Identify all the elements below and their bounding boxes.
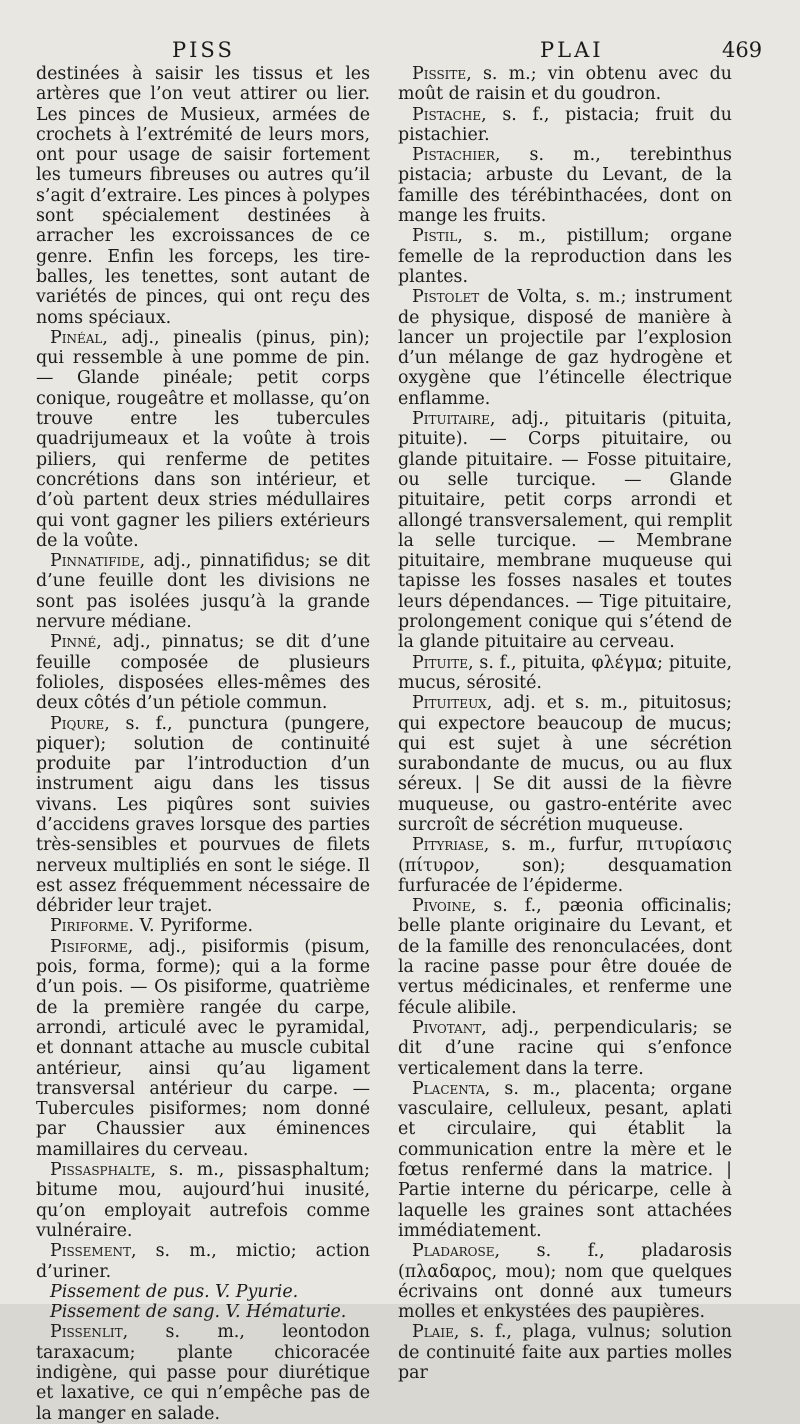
dictionary-entry xyxy=(36,328,370,551)
entry-text: Pissement de sang. V. Hématurie. xyxy=(50,1302,347,1323)
entry-text: , s. m., furfur, πιτυρίασις (πίτυρον, son); desquamation furfuracée de l’épiderme. xyxy=(398,835,732,896)
entry-text: , s. f., pladarosis (πλαδαρος, mou); nom que quelques écrivains ont donné aux tumeurs molles et enkystées des paupières. xyxy=(398,1241,732,1323)
entry-headword: Piriforme xyxy=(50,916,129,937)
entry-text: , s. f., pistacia; fruit du pistachier. xyxy=(398,104,732,145)
entry-text: , adj., pinnatus; se dit d’une feuille composée de plusieurs folioles, disposées elles-mêmes des deux côtés d’un pétiole commun. xyxy=(36,632,370,714)
dictionary-entry xyxy=(398,1241,732,1322)
entry-headword: Plaie xyxy=(412,1322,454,1343)
entry-headword: Piqure xyxy=(50,713,105,734)
entry-headword: Pistachier xyxy=(412,145,495,166)
dictionary-entry xyxy=(398,287,732,409)
dictionary-entry xyxy=(398,835,732,896)
entry-headword: Pissasphalte xyxy=(50,1160,151,1181)
entry-text: , adj., pinnatifidus; se dit d’une feuille dont les divisions ne sont pas isolées jusqu’à la grande nervure médiane. xyxy=(36,551,370,633)
page-number: 469 xyxy=(722,38,763,62)
entry-headword: Pisiforme xyxy=(50,936,128,957)
left-running-head: PISS xyxy=(172,38,235,62)
dictionary-entry xyxy=(398,1018,732,1079)
dictionary-entry xyxy=(398,1079,732,1241)
entry-text: , adj., perpendicularis; se dit d’une racine qui s’enfonce verticalement dans la terre. xyxy=(398,1017,732,1079)
entry-text: , adj., pinealis (pinus, pin); qui ressemble à une pomme de pin. — Glande pinéale; petit corps conique, rougeâtre et mollasse, qu’on trouve entre les tubercules quadrijumeaux et la voûte à trois piliers, qui renferme de petites concrétions dans son intérieur, et d’où partent deux stries médullaires qui vont gagner les piliers extérieurs de la voûte. xyxy=(36,327,370,551)
entry-text: , s. f., pituita, φλέγμα; pituite, mucus, sérosité. xyxy=(398,652,732,693)
entry-headword: Pityriase xyxy=(412,835,484,856)
dictionary-entry xyxy=(398,64,732,105)
entry-headword: Pinnatifide xyxy=(50,551,140,572)
entry-headword: Pituite xyxy=(412,652,469,673)
dictionary-entry xyxy=(36,937,370,1160)
dictionary-entry xyxy=(398,409,732,653)
entry-text: , adj., pituitaris (pituita, pituite). — Corps pituitaire, ou glande pituitaire. — Fosse pituitaire, ou selle turcique. — Glande pituitaire, petit corps arrondi et allongé transversalement, qui remplit la selle turcique. — Membrane pituitaire, membrane muqueuse qui tapisse les fosses nasales et toutes leurs dépendances. — Tige pituitaire, prolongement conique qui s’étend de la glande pituitaire au cerveau. xyxy=(398,409,732,653)
entry-headword: Pivotant xyxy=(412,1017,482,1038)
entry-text: de Volta, s. m.; instrument de physique, disposé de manière à lancer un projectile par l’explosion d’un mélange de gaz hydrogène et oxygène que l’étincelle électrique enflamme. xyxy=(398,287,732,409)
entry-headword: Pivoine xyxy=(412,896,471,917)
dictionary-entry xyxy=(36,1160,370,1241)
dictionary-entry xyxy=(398,1322,732,1383)
dictionary-entry xyxy=(36,1241,370,1282)
entry-headword: Pistil xyxy=(412,226,458,247)
dictionary-entry xyxy=(398,693,732,835)
entry-text: , s. f., plaga, vulnus; solution de continuité faite aux parties molles par xyxy=(398,1322,732,1383)
continued-paragraph xyxy=(36,64,370,328)
entry-text: . V. Pyriforme. xyxy=(128,916,254,937)
entry-text: , s. m., pissasphaltum; bitume mou, aujourd’hui inusité, qu’on employait autrefois comme vulnéraire. xyxy=(36,1160,370,1241)
entry-headword: Pladarose xyxy=(412,1241,495,1262)
entry-text: , adj. et s. m., pituitosus; qui expectore beaucoup de mucus; qui est sujet à une sécrétion surabondante de mucus, ou au flux séreux. | Se dit aussi de la fièvre muqueuse, ou gastro-entérite avec surcroît de sécrétion muqueuse. xyxy=(398,693,732,835)
entry-text: , adj., pisiformis (pisum, pois, forma, forme); qui a la forme d’un pois. — Os pisiforme, quatrième de la première rangée du carpe, arrondi, articulé avec le pyramidal, et donnant attache au muscle cubital antérieur, ainsi qu’au ligament transversal antérieur du carpe. — Tubercules pisiformes; nom donné par Chaussier aux éminences mamillaires du cerveau. xyxy=(36,936,370,1160)
entry-headword: Pissenlit xyxy=(50,1322,123,1343)
dictionary-entry xyxy=(398,226,732,287)
entry-text: , s. m., mictio; action d’uriner. xyxy=(36,1241,370,1282)
dictionary-entry xyxy=(398,896,732,1018)
entry-headword: Pituitaire xyxy=(412,409,490,430)
dictionary-entry xyxy=(36,1322,370,1423)
entry-text: , s. m., placenta; organe vasculaire, celluleux, pesant, aplati et circulaire, qui établit la communication entre la mère et le fœtus renfermé dans la matrice. | Partie interne du péricarpe, celle à laquelle les graines sont attachées immédiatement. xyxy=(398,1078,732,1241)
dictionary-entry xyxy=(398,145,732,226)
entry-headword: Pituiteux xyxy=(412,693,487,714)
entry-text: Pissement de pus. V. Pyurie. xyxy=(50,1281,299,1302)
entry-headword: Pinéal xyxy=(50,327,103,348)
entry-text: , s. f., pæonia officinalis; belle plante originaire du Levant, et de la famille des renonculacées, dont la racine passe pour être douée de vertus médicinales, et renferme une fécule alibile. xyxy=(398,896,732,1018)
entry-text: , s. f., punctura (pungere, piquer); solution de continuité produite par l’introduction d’un instrument aigu dans les tissus vivans. Les piqûres sont suivies d’accidens graves lorsque des parties très-sensibles et pourvues de filets nerveux multipliés en sont le siége. Il est assez fréquemment nécessaire de débrider leur trajet. xyxy=(36,713,370,917)
entry-text: destinées à saisir les tissus et les artères que l’on veut attirer ou lier. Les pinces de Musieux, armées de crochets à l’extrémité de leurs mors, ont pour usage de saisir fortement les tumeurs fibreuses ou autres qu’il s’agit d’extraire. Les pinces à polypes sont spécialement destinées à arracher les excroissances de ce genre. Enfin les forceps, les tire-balles, les tenettes, sont autant de variétés de pinces, qui ont reçu des noms spéciaux. xyxy=(36,64,370,328)
right-running-head: PLAI xyxy=(540,38,604,62)
dictionary-entry xyxy=(36,632,370,713)
entry-headword: Placenta xyxy=(412,1078,485,1099)
sub-entry xyxy=(36,1282,370,1302)
right-column xyxy=(398,64,732,1383)
dictionary-entry xyxy=(36,551,370,632)
entry-text: , s. m.; vin obtenu avec du moût de raisin et du goudron. xyxy=(398,64,732,105)
dictionary-entry xyxy=(398,653,732,694)
entry-headword: Pissement xyxy=(50,1241,131,1262)
sub-entry xyxy=(36,1302,370,1322)
left-column xyxy=(36,64,370,1424)
entry-text: , s. m., pistillum; organe femelle de la reproduction dans les plantes. xyxy=(398,226,732,287)
dictionary-entry xyxy=(398,105,732,146)
dictionary-entry xyxy=(36,714,370,917)
entry-text: , s. m., leontodon taraxacum; plante chicoracée indigène, qui passe pour diurétique et laxative, ce qui n’empêche pas de la manger en salade. xyxy=(36,1322,370,1424)
entry-headword: Pistolet xyxy=(412,287,480,308)
dictionary-entry xyxy=(36,916,370,936)
entry-headword: Pistache xyxy=(412,104,482,125)
entry-headword: Pinné xyxy=(50,632,97,653)
entry-headword: Pissite xyxy=(412,64,467,84)
entry-text: , s. m., terebinthus pistacia; arbuste du Levant, de la famille des térébinthacées, dont on mange les fruits. xyxy=(398,145,732,227)
